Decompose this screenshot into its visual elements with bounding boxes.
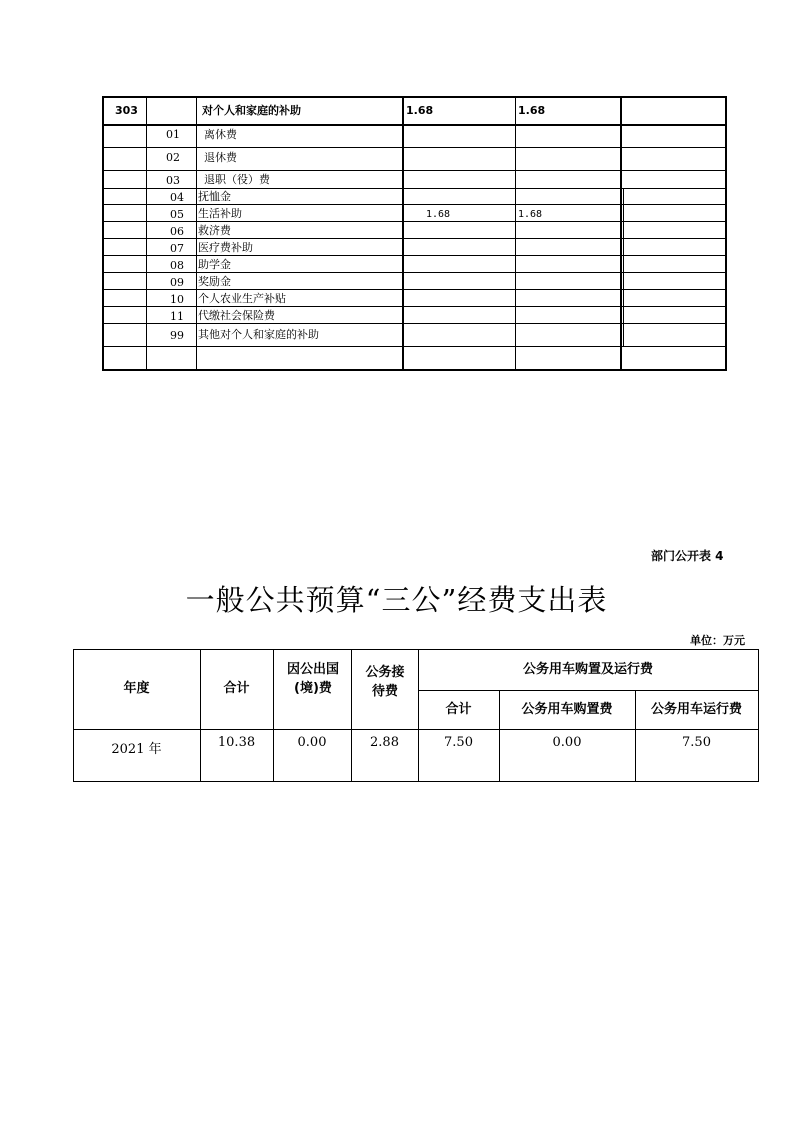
row-subcode: 10 [170,293,184,306]
header-total: 合计 [223,681,250,696]
row-name: 退休费 [204,151,237,164]
row-subcode: 07 [170,242,184,255]
row-name: 奖励金 [198,275,231,288]
row-subcode: 11 [170,310,184,323]
header-reception: 公务接待费 [365,665,405,699]
unit-label: 单位：万元 [690,634,745,647]
row-name: 个人农业生产补贴 [198,292,286,305]
row-value-2: 1.68 [518,104,546,117]
rule [196,96,197,371]
row-subcode: 08 [170,259,184,272]
header-vehicle-purchase: 公务用车购置费 [521,702,613,717]
cell-vehicle-purchase: 0.00 [552,735,582,750]
row-subcode: 09 [170,276,184,289]
header-year: 年度 [123,681,150,696]
rule [351,649,352,781]
rule [73,729,758,730]
rule [402,96,404,371]
header-vehicle-total: 合计 [445,702,472,717]
row-subcode: 03 [166,174,180,187]
rule [200,649,201,781]
rule [146,96,147,371]
rule [620,96,622,371]
rule [515,96,516,371]
row-value-1: 1.68 [426,209,451,220]
sangong-table [73,649,759,782]
row-subcode: 99 [170,329,184,342]
header-vehicle-operation: 公务用车运行费 [650,702,742,717]
row-value-2: 1.68 [518,209,543,220]
row-subcode: 01 [166,128,180,141]
cell-abroad: 0.00 [297,735,327,750]
form-number: 部门公开表 4 [651,549,724,563]
header-vehicle-group: 公务用车购置及运行费 [522,662,653,677]
row-name: 医疗费补助 [198,241,253,254]
cell-year: 2021 年 [111,742,162,757]
rule [623,188,624,346]
row-subcode: 02 [166,151,180,164]
cell-total: 10.38 [217,735,256,750]
row-name: 助学金 [198,258,231,271]
row-subcode: 05 [170,208,184,221]
row-name: 救济费 [198,224,231,237]
row-name: 生活补助 [198,207,242,220]
row-subcode: 06 [170,225,184,238]
rule [102,96,104,371]
page-title: 一般公共预算“三公”经费支出表 [185,583,608,617]
header-abroad: 因公出国(境)费 [286,662,339,696]
row-name: 对个人和家庭的补助 [202,104,301,117]
row-name: 代缴社会保险费 [198,309,275,322]
row-name: 离休费 [204,128,237,141]
row-name: 退职（役）费 [204,173,270,186]
row-subcode: 04 [170,191,184,204]
detail-table [102,96,727,371]
rule [273,649,274,781]
cell-vehicle-total: 7.50 [444,735,473,750]
row-name: 抚恤金 [198,190,231,203]
row-name: 其他对个人和家庭的补助 [198,328,319,341]
cell-vehicle-operation: 7.50 [682,735,711,750]
rule [725,96,727,371]
row-value-1: 1.68 [406,104,434,117]
row-code: 303 [115,104,138,117]
rule [418,690,758,691]
cell-reception: 2.88 [370,735,399,750]
